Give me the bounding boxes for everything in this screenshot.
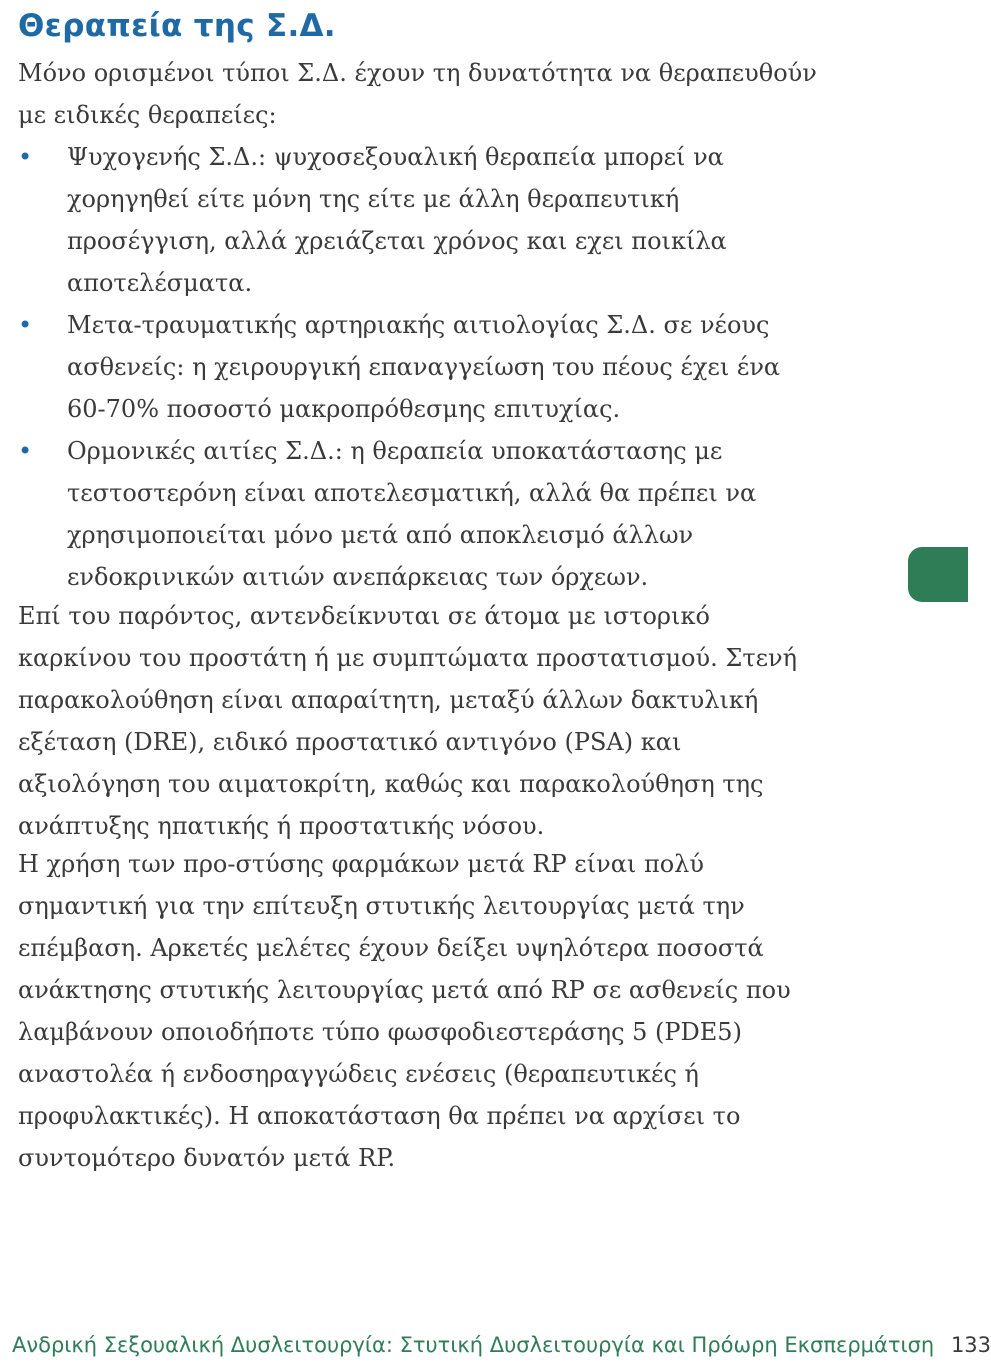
post-rp-paragraph: Η χρήση των προ-στύσης φαρμάκων μετά RP είναι πολύ σημαντική για την επίτευξη στυτικής λειτουργίας μετά την επέμβαση. Αρκετές μελέτες έχουν δείξει υψηλότερα ποσοστά ανάκτησης στυτικής λειτουργίας μετά από RP σε ασθενείς που λαμβάνουν οποιοδήποτε τύπο φωσφοδιεστεράσης 5 (PDE5) αναστολέα ή ενδοσηραγγώδεις ενέσεις (θεραπευτικές ή προφυλακτικές). Η αποκατάσταση θα πρέπει να αρχίσει το συντομότερο δυνατόν μετά RP. (18, 850, 791, 1172)
intro-paragraph: Μόνο ορισμένοι τύποι Σ.Δ. έχουν τη δυνατότητα να θεραπευθούν με ειδικές θεραπείες: (18, 59, 817, 129)
list-item-text: Μετα-τραυματικής αρτηριακής αιτιολογίας Σ.Δ. σε νέους ασθενείς: η χειρουργική επαναγγείωση του πέους έχει ένα 60-70% ποσοστό μακροπρόθεσμης επιτυχίας. (67, 311, 781, 423)
bullet-icon: • (18, 311, 33, 339)
page-footer (12, 1333, 991, 1357)
list-item (18, 136, 818, 304)
bullet-icon: • (18, 143, 33, 171)
running-title: Ανδρική Σεξουαλική Δυσλειτουργία: Στυτική Δυσλειτουργία και Πρόωρη Εκσπερμάτιση (12, 1333, 935, 1357)
page-number: 133 (950, 1333, 991, 1357)
list-item-text: Ορμονικές αιτίες Σ.Δ.: η θεραπεία υποκατάστασης με τεστοστερόνη είναι αποτελεσματική, αλλά θα πρέπει να χρησιμοποιείται μόνο μετά από αποκλεισμό άλλων ενδοκρινικών αιτιών ανεπάρκειας των όρχεων. (67, 437, 757, 591)
list-item (18, 304, 818, 430)
bullet-icon: • (18, 437, 33, 465)
treatment-list (18, 136, 818, 598)
contraindication-paragraph: Επί του παρόντος, αντενδείκνυται σε άτομα με ιστορικό καρκίνου του προστάτη ή με συμπτώματα προστατισμού. Στενή παρακολούθηση είναι απαραίτητη, μεταξύ άλλων δακτυλική εξέταση (DRE), ειδικό προστατικό αντιγόνο (PSA) και αξιολόγηση του αιματοκρίτη, καθώς και παρακολούθηση της ανάπτυξης ηπατικής ή προστατικής νόσου. (18, 602, 798, 840)
list-item-text: Ψυχογενής Σ.Δ.: ψυχοσεξουαλική θεραπεία μπορεί να χορηγηθεί είτε μόνη της είτε με άλλη θεραπευτική προσέγγιση, αλλά χρειάζεται χρόνος και εχει ποικίλα αποτελέσματα. (67, 143, 727, 297)
list-item (18, 430, 818, 598)
page-title: Θεραπεία της Σ.Δ. (18, 8, 336, 44)
chapter-tab-marker (908, 547, 968, 602)
